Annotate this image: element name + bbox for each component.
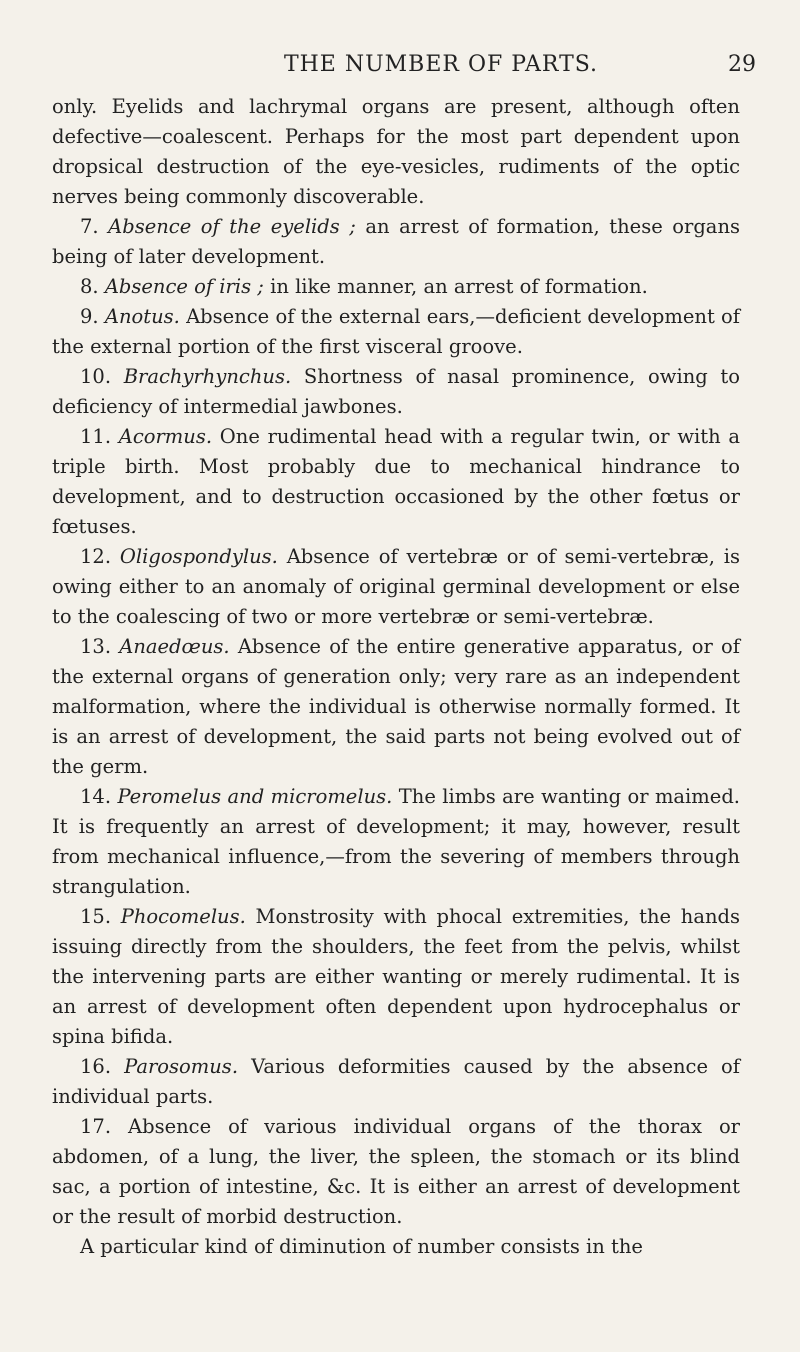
page-number: 29 xyxy=(728,52,756,77)
entry-text: in like manner, an arrest of formation. xyxy=(270,275,648,298)
entry-16 xyxy=(52,1052,740,1112)
entry-term: Acormus. xyxy=(118,425,213,448)
page-body xyxy=(52,92,740,1262)
entry-number: 11. xyxy=(80,425,112,448)
entry-text: The limbs are wanting or maimed. It is frequently an arrest of development; it may, however, result from mechanical influence,—from the severing of members through strangulation. xyxy=(52,785,741,898)
intro-paragraph: only. Eyelids and lachrymal organs are present, although often defective—coalescent. Perhaps for the most part dependent upon dropsical destruction of the eye-vesicles, rudiments of the optic nerves being commonly discoverable. xyxy=(52,95,740,208)
entry-text: Absence of the external ears,—deficient development of the external portion of the first visceral groove. xyxy=(52,305,740,358)
entry-text: Shortness of nasal prominence, owing to deficiency of intermedial jawbones. xyxy=(52,365,740,418)
entry-number: 13. xyxy=(80,635,112,658)
entry-number: 8. xyxy=(80,275,99,298)
entry-number: 14. xyxy=(80,785,112,808)
entry-number: 17. xyxy=(80,1115,112,1138)
page-header xyxy=(52,52,756,92)
entry-number: 7. xyxy=(80,215,99,238)
entry-number: 9. xyxy=(80,305,99,328)
entry-term: Parosomus. xyxy=(124,1055,239,1078)
entry-term: Brachyrhynchus. xyxy=(123,365,292,388)
entry-7 xyxy=(52,212,740,272)
entry-12 xyxy=(52,542,740,632)
entry-number: 15. xyxy=(80,905,112,928)
entry-15 xyxy=(52,902,740,1052)
entry-term: Oligospondylus. xyxy=(119,545,278,568)
entry-8 xyxy=(52,272,740,302)
entry-number: 16. xyxy=(80,1055,112,1078)
entry-text: Absence of vertebræ or of semi-vertebræ, is owing either to an anomaly of original germinal development or else to the coalescing of two or more vertebræ or semi-vertebræ. xyxy=(52,545,740,628)
entry-11 xyxy=(52,422,740,542)
entry-text: Absence of the entire generative apparatus, or of the external organs of generation only; very rare as an independent malformation, where the individual is otherwise normally formed. It is an arrest of development, the said parts not being evolved out of the germ. xyxy=(52,635,740,778)
entry-text: Monstrosity with phocal extremities, the hands issuing directly from the shoulders, the feet from the pelvis, whilst the intervening parts are either wanting or merely rudimental. It is an arrest of development often dependent upon hydrocephalus or spina bifida. xyxy=(52,905,740,1048)
running-title: THE NUMBER OF PARTS. xyxy=(283,52,599,77)
entry-term: Anotus. xyxy=(104,305,180,328)
entry-term: Phocomelus. xyxy=(120,905,246,928)
entry-text: Absence of various individual organs of the thorax or abdomen, of a lung, the liver, the spleen, the stomach or its blind sac, a portion of intestine, &c. It is either an arrest of development or the result of morbid destruction. xyxy=(52,1115,741,1228)
entry-9 xyxy=(52,302,740,362)
entry-text: One rudimental head with a regular twin, or with a triple birth. Most probably due to mechanical hindrance to development, and to destruction occasioned by the other fœtus or fœtuses. xyxy=(52,425,740,538)
entry-text: an arrest of formation, these organs being of later development. xyxy=(52,215,741,268)
entry-term: Anaedœus. xyxy=(119,635,230,658)
closing-paragraph: A particular kind of diminution of number consists in the xyxy=(80,1235,643,1258)
entry-text: Various deformities caused by the absence of individual parts. xyxy=(52,1055,741,1108)
entry-term: Absence of iris ; xyxy=(104,275,264,298)
entry-term: Absence of the eyelids ; xyxy=(108,215,356,238)
entry-term: Peromelus and micromelus. xyxy=(117,785,393,808)
entry-17 xyxy=(52,1112,740,1232)
entry-number: 12. xyxy=(80,545,112,568)
entry-14 xyxy=(52,782,740,902)
entry-number: 10. xyxy=(80,365,112,388)
entry-10 xyxy=(52,362,740,422)
entry-13 xyxy=(52,632,740,782)
